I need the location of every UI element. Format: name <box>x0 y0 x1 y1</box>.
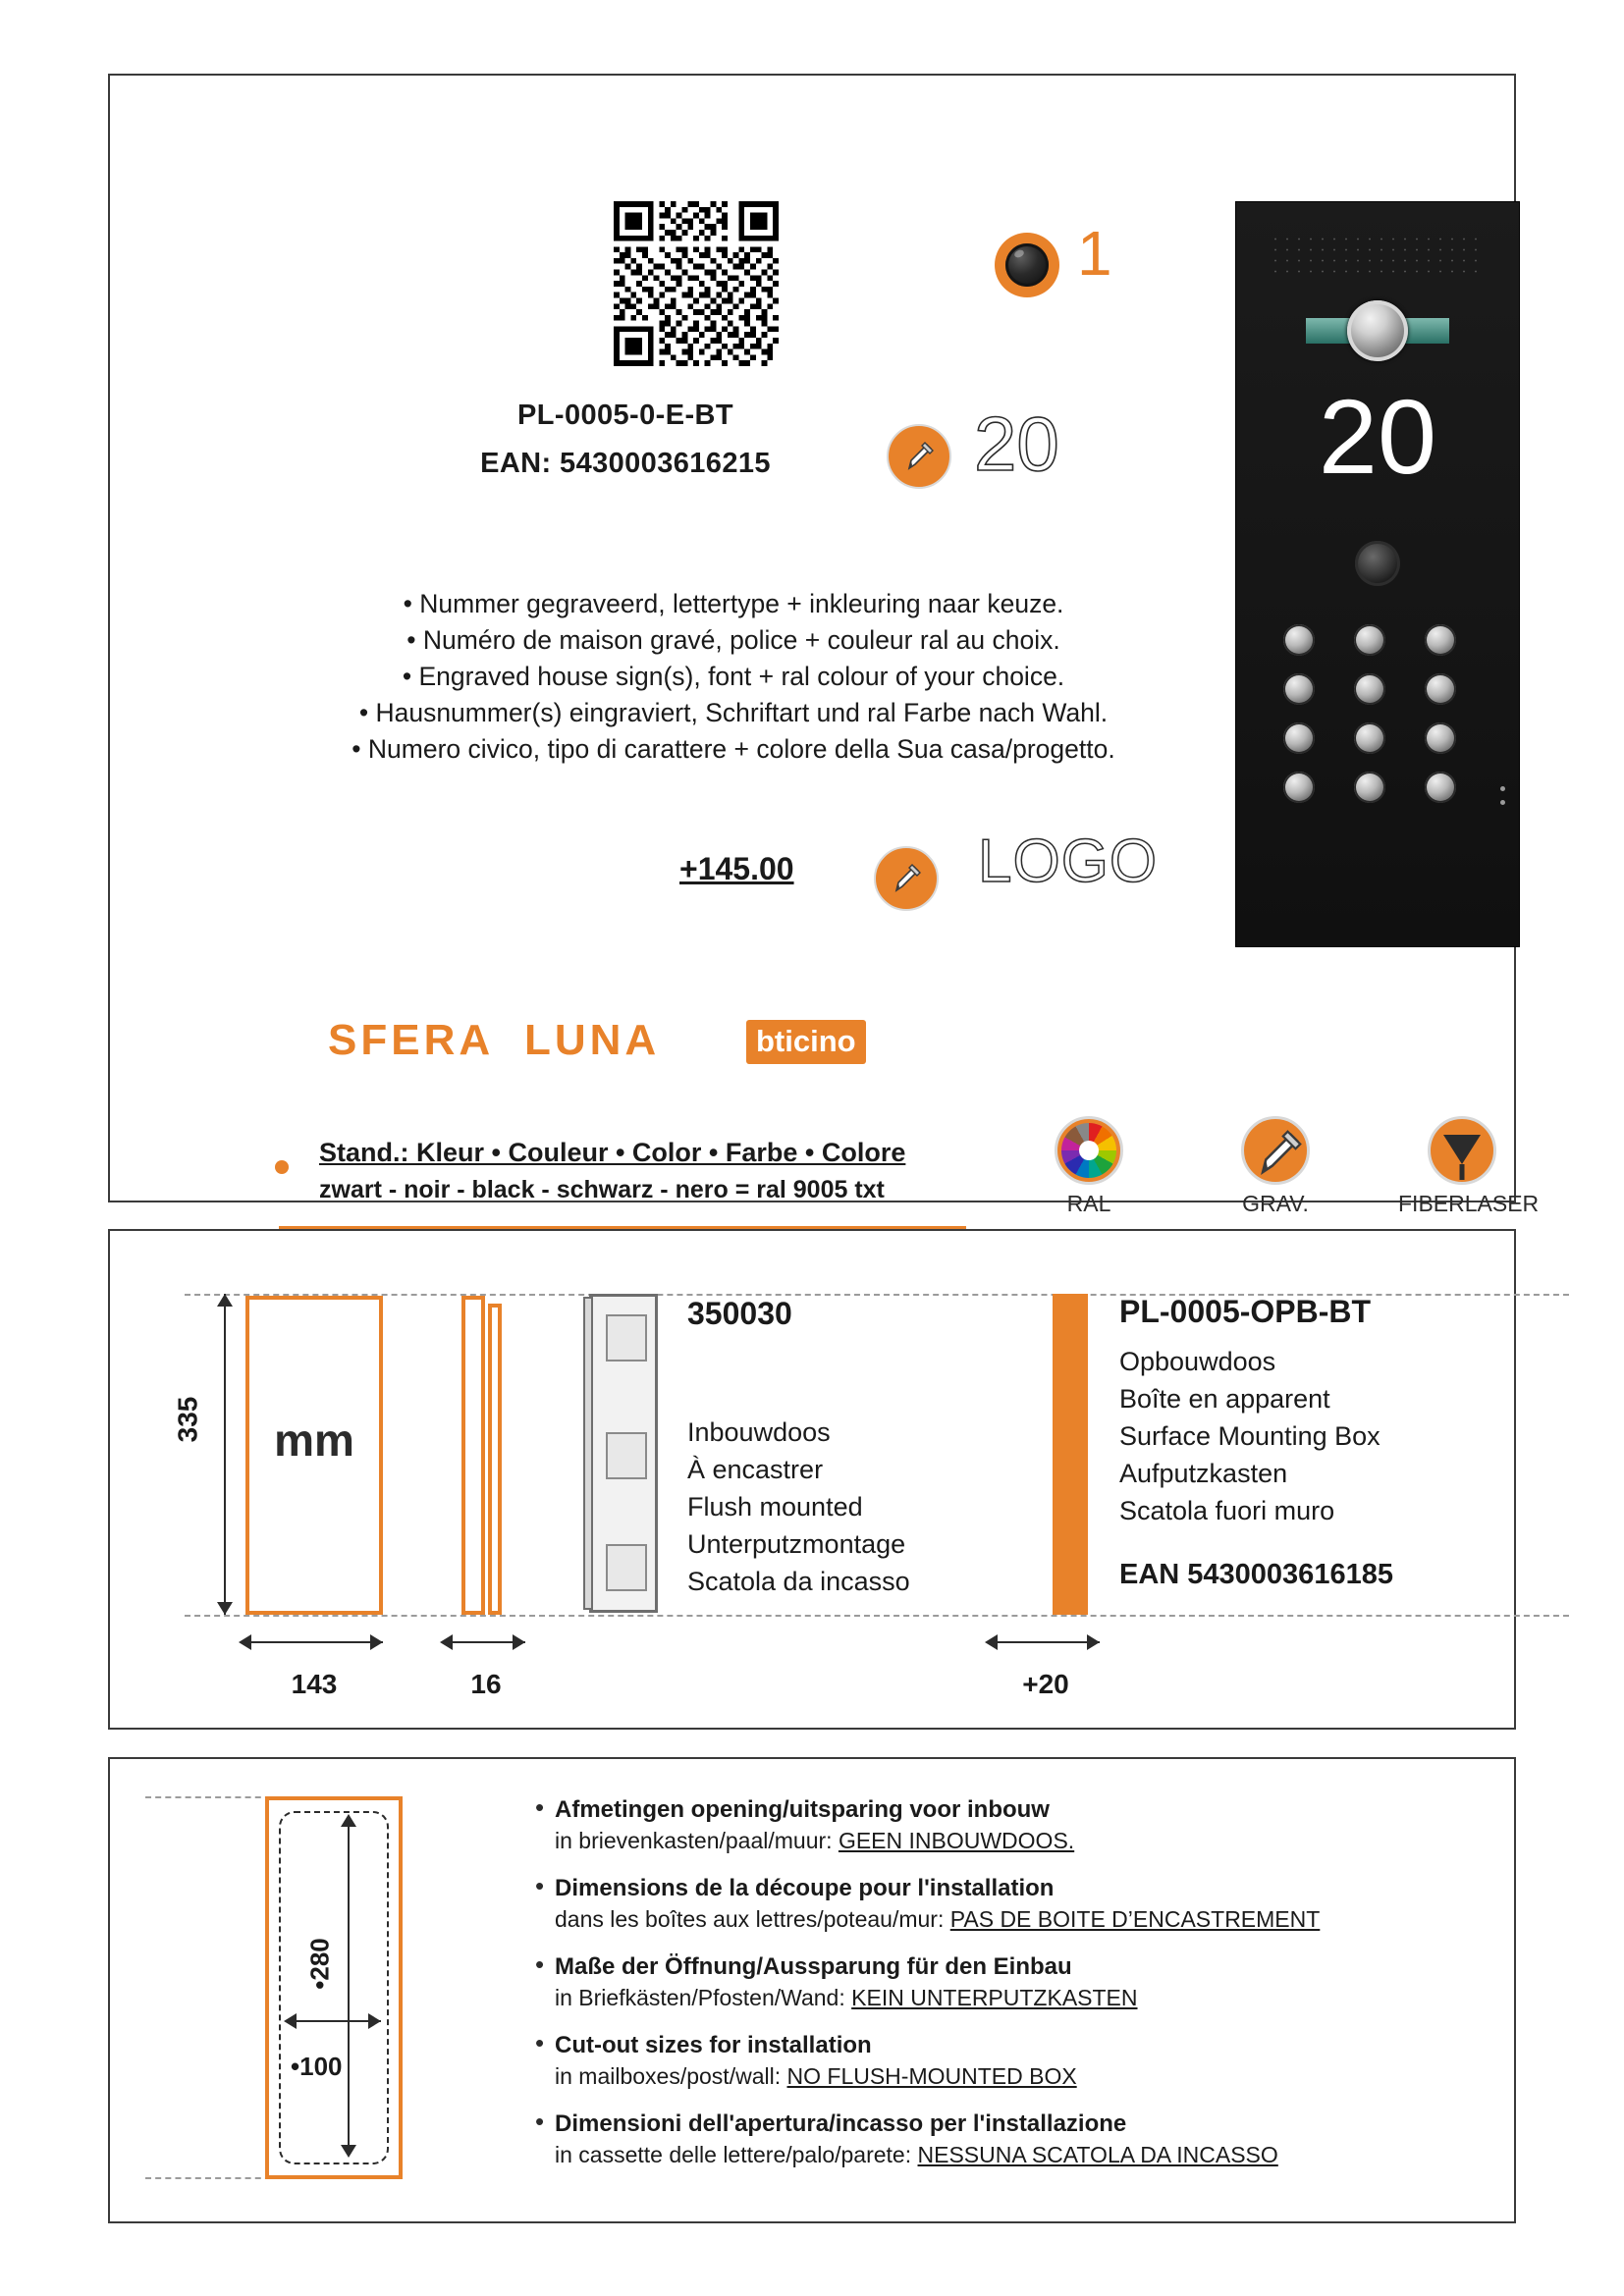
arrow-left-icon <box>985 1634 998 1650</box>
cutout-note-emphasis: GEEN INBOUWDOOS. <box>838 1828 1075 1853</box>
qr-code-icon <box>614 201 779 366</box>
call-button[interactable] <box>1354 624 1385 656</box>
surface-box-line-it: Scatola fuori muro <box>1119 1496 1335 1525</box>
camera-icon <box>995 233 1059 297</box>
call-button[interactable] <box>1354 772 1385 803</box>
fiberlaser-icon <box>1428 1116 1496 1185</box>
cutout-note-title: Afmetingen opening/uitsparing voor inbouw <box>555 1796 1050 1823</box>
call-button[interactable] <box>1425 673 1456 705</box>
flush-box-line-it: Scatola da incasso <box>687 1567 910 1596</box>
product-info-panel <box>108 74 1540 1216</box>
engraved-number-preview: 20 <box>974 400 1059 487</box>
call-button-keypad <box>1283 624 1474 803</box>
flush-box-line-en: Flush mounted <box>687 1492 863 1522</box>
bullet-icon: • <box>535 1792 545 1822</box>
cutout-note-prefix: in cassette delle lettere/palo/parete: <box>555 2142 918 2167</box>
badge-ral-label: RAL <box>1066 1191 1111 1216</box>
cutout-note-emphasis: NESSUNA SCATOLA DA INCASSO <box>917 2142 1278 2167</box>
cutout-height-label: •280 <box>304 1938 335 1990</box>
cutout-note-en <box>535 2028 1419 2090</box>
engrave-logo-icon <box>874 846 939 911</box>
product-engraved-number: 20 <box>1318 377 1437 496</box>
dim-vertical-line <box>224 1294 226 1615</box>
arrow-right-icon <box>370 1634 383 1650</box>
flush-box-line-fr: À encastrer <box>687 1455 824 1484</box>
surface-box-ean: EAN 5430003616185 <box>1119 1559 1393 1590</box>
call-button[interactable] <box>1283 722 1315 754</box>
badge-ral <box>1025 1116 1153 1217</box>
cutout-note-emphasis: NO FLUSH-MOUNTED BOX <box>786 2063 1077 2089</box>
manufacturer-logo: bticino <box>746 1020 866 1064</box>
badge-grav <box>1212 1116 1339 1217</box>
note-it: • Numero civico, tipo di carattere + colore della Sua casa/progetto. <box>352 734 1115 764</box>
bullet-icon: • <box>535 2028 545 2057</box>
cutout-note-nl <box>535 1792 1419 1854</box>
cutout-note-sub <box>555 1828 1419 1854</box>
dim-depth-label: 16 <box>470 1669 502 1699</box>
product-ean: EAN: 5430003616215 <box>480 448 771 479</box>
speaker-grille <box>1270 234 1486 277</box>
dim-height-label: 335 <box>172 1396 203 1443</box>
unit-label: mm <box>274 1415 354 1466</box>
bullet-icon: • <box>535 1949 545 1979</box>
arrow-right-icon <box>1087 1634 1100 1650</box>
note-nl: • Nummer gegraveerd, lettertype + inkleuring naar keuze. <box>403 589 1064 618</box>
call-button[interactable] <box>1283 772 1315 803</box>
call-button[interactable] <box>1354 673 1385 705</box>
call-button[interactable] <box>1283 673 1315 705</box>
call-button[interactable] <box>1354 722 1385 754</box>
ir-sensor-icon <box>1355 541 1400 586</box>
cutout-note-emphasis: PAS DE BOITE D’ENCASTREMENT <box>949 1906 1321 1932</box>
cutout-note-fr <box>535 1871 1419 1933</box>
badge-fiberlaser <box>1398 1116 1540 1217</box>
ral-wheel-icon <box>1055 1116 1123 1185</box>
call-button[interactable] <box>1425 722 1456 754</box>
arrow-up-icon <box>217 1294 233 1307</box>
faceplate-side-view <box>461 1296 485 1615</box>
note-de: • Hausnummer(s) eingraviert, Schriftart und ral Farbe nach Wahl. <box>358 698 1109 727</box>
dim-width-label: 143 <box>291 1669 338 1699</box>
arrow-right-icon <box>368 2013 381 2029</box>
dim-horizontal-line-143 <box>245 1641 383 1643</box>
arrow-down-icon <box>217 1602 233 1615</box>
standard-colour-value: zwart - noir - black - schwarz - nero = ral 9005 txt <box>319 1176 885 1203</box>
product-reference: PL-0005-0-E-BT <box>517 400 733 431</box>
series-logo <box>328 1016 660 1065</box>
series-name-sfera: SFERA <box>328 1016 493 1064</box>
standard-colour-title: Stand.: Kleur • Couleur • Color • Farbe • Colore <box>319 1138 906 1167</box>
cutout-note-it <box>535 2107 1419 2168</box>
cutout-note-prefix: in Briefkästen/Pfosten/Wand: <box>555 1985 852 2010</box>
arrow-left-icon <box>239 1634 251 1650</box>
cutout-note-prefix: in mailboxes/post/wall: <box>555 2063 787 2089</box>
engraving-notes <box>243 586 1224 768</box>
dim-cutout-vertical-line <box>348 1821 350 2155</box>
call-button[interactable] <box>1425 772 1456 803</box>
product-photo <box>1235 201 1520 947</box>
dim-surface-depth-label: +20 <box>1022 1669 1069 1699</box>
flush-box-drawing <box>589 1294 658 1613</box>
cutout-note-title: Maße der Öffnung/Aussparung für den Einbau <box>555 1953 1072 1980</box>
logo-option-price: +145.00 <box>679 851 794 886</box>
arrow-up-icon <box>341 1814 356 1827</box>
cutout-note-sub <box>555 1985 1419 2011</box>
camera-quantity: 1 <box>1077 218 1112 289</box>
engrave-pen-icon <box>1241 1116 1310 1185</box>
cutout-note-title: Dimensions de la découpe pour l'installation <box>555 1875 1055 1901</box>
surface-box-code: PL-0005-OPB-BT <box>1119 1294 1372 1329</box>
cutout-note-de <box>535 1949 1419 2011</box>
call-button[interactable] <box>1283 624 1315 656</box>
camera-module <box>1294 300 1461 361</box>
cutout-note-sub <box>555 2063 1419 2090</box>
flush-box-code: 350030 <box>687 1296 792 1331</box>
logo-option-label: LOGO <box>978 828 1159 895</box>
cutout-note-title: Cut-out sizes for installation <box>555 2032 872 2058</box>
engrave-number-icon <box>887 424 951 489</box>
cutout-note-sub <box>555 1906 1419 1933</box>
flush-box-line-nl: Inbouwdoos <box>687 1417 831 1447</box>
call-button[interactable] <box>1425 624 1456 656</box>
guide-line-bottom <box>185 1615 1569 1617</box>
cutout-width-label: •100 <box>291 2052 343 2081</box>
cutout-note-sub <box>555 2142 1419 2168</box>
indicator-dots-icon <box>1500 786 1505 791</box>
arrow-right-icon <box>513 1634 525 1650</box>
faceplate-thickness-view <box>488 1304 502 1615</box>
bullet-icon: • <box>535 1871 545 1900</box>
cutout-note-prefix: in brievenkasten/paal/muur: <box>555 1828 839 1853</box>
surface-box-line-nl: Opbouwdoos <box>1119 1347 1276 1376</box>
series-name-luna: LUNA <box>523 1016 661 1064</box>
arrow-left-icon <box>440 1634 453 1650</box>
note-fr: • Numéro de maison gravé, police + couleur ral au choix. <box>406 625 1060 655</box>
arrow-down-icon <box>341 2145 356 2158</box>
flush-box-descriptions <box>687 1414 910 1600</box>
surface-box-line-fr: Boîte en apparent <box>1119 1384 1330 1414</box>
badge-fiberlaser-label: FIBERLASER <box>1398 1191 1540 1216</box>
cutout-note-title: Dimensioni dell'apertura/incasso per l'installazione <box>555 2110 1127 2137</box>
bullet-dot-icon <box>275 1160 289 1174</box>
bullet-icon: • <box>535 2107 545 2136</box>
dim-horizontal-line-20 <box>992 1641 1100 1643</box>
surface-box-descriptions <box>1119 1343 1380 1529</box>
flush-box-line-de: Unterputzmontage <box>687 1529 906 1559</box>
arrow-left-icon <box>284 2013 297 2029</box>
note-en: • Engraved house sign(s), font + ral colour of your choice. <box>402 662 1065 691</box>
cutout-note-prefix: dans les boîtes aux lettres/poteau/mur: <box>555 1906 950 1932</box>
surface-box-line-en: Surface Mounting Box <box>1119 1421 1380 1451</box>
surface-box-drawing <box>1053 1294 1088 1615</box>
cutout-note-emphasis: KEIN UNTERPUTZKASTEN <box>851 1985 1138 2010</box>
badge-grav-label: GRAV. <box>1242 1191 1309 1216</box>
surface-box-line-de: Aufputzkasten <box>1119 1459 1288 1488</box>
